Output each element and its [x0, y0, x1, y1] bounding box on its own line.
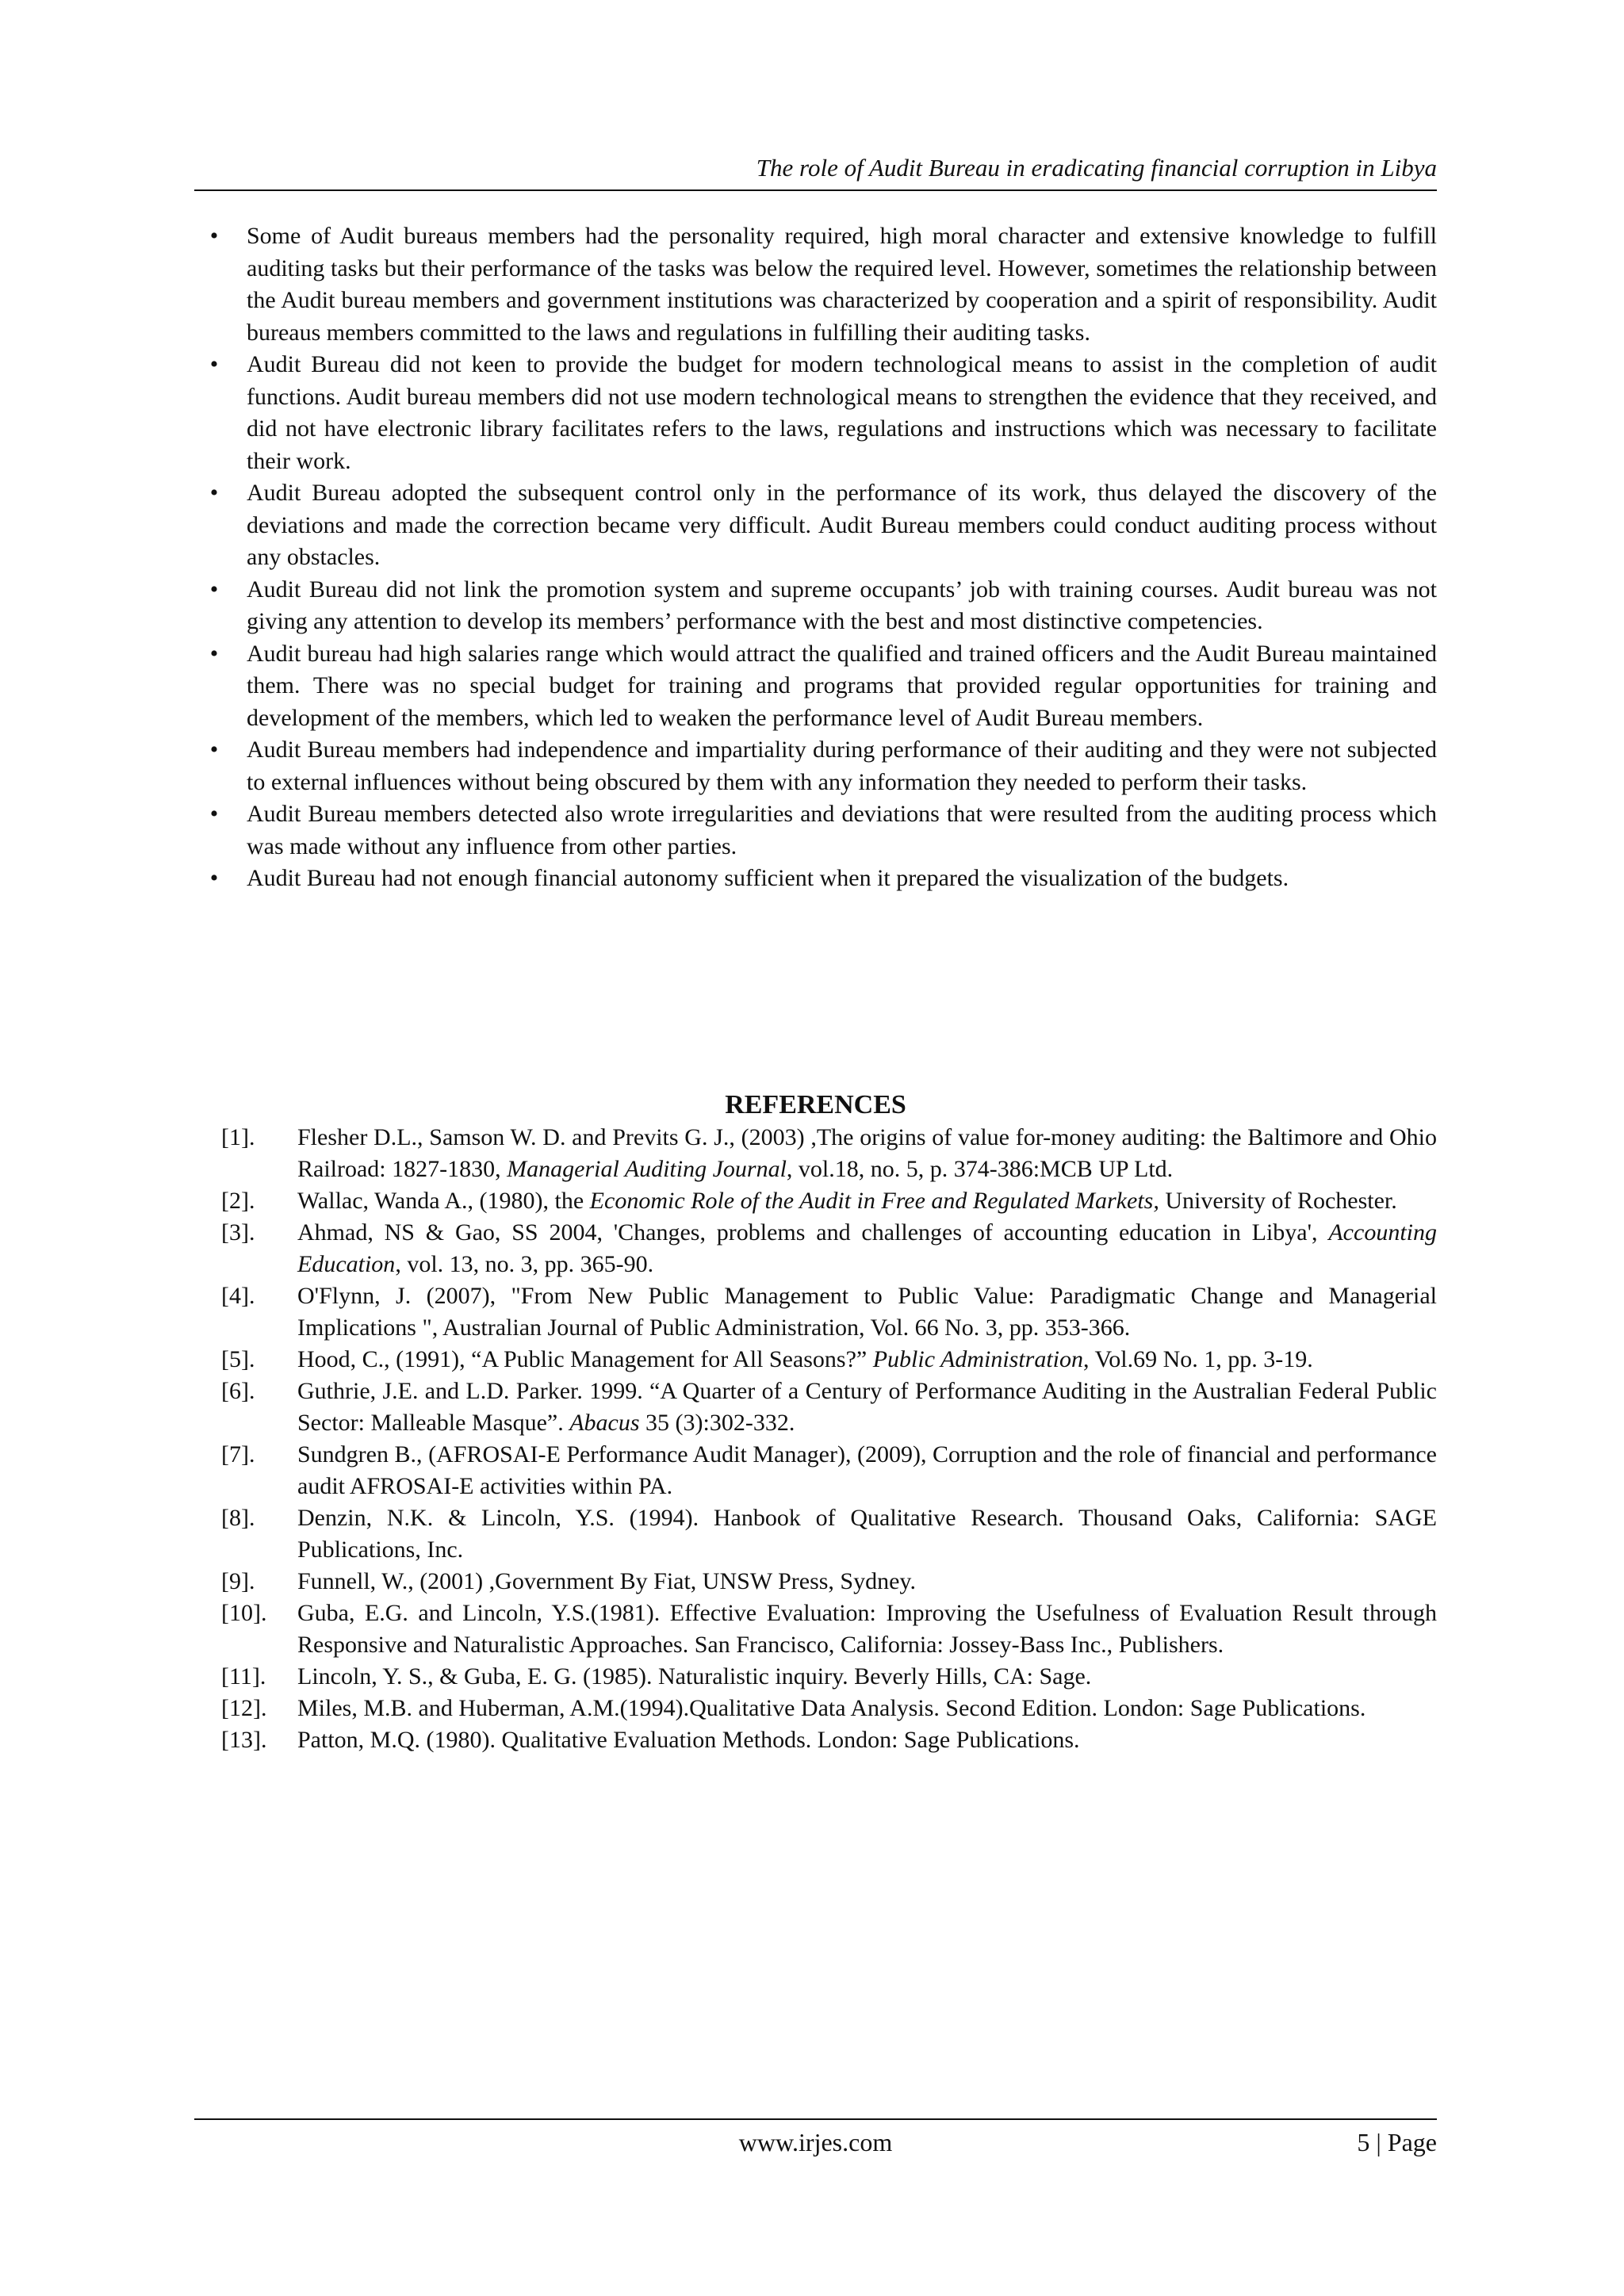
bullet-item: [194, 349, 1437, 477]
reference-number: [13].: [221, 1727, 267, 1753]
reference-text: O'Flynn, J. (2007), "From New Public Management to Public Value: Paradigmatic Change and Managerial Implications ", Australian Journal of Public Administration, Vol. 66 No. 3, pp. 353-366.: [297, 1283, 1437, 1341]
reference-item: [194, 1185, 1437, 1217]
findings-bullet-list: [194, 220, 1437, 895]
reference-item: [194, 1566, 1437, 1598]
bullet-icon: •: [209, 640, 219, 667]
bullet-icon: •: [209, 223, 219, 249]
reference-number: [2].: [221, 1188, 255, 1214]
reference-journal: Managerial Auditing Journal: [507, 1156, 787, 1182]
reference-item: [194, 1376, 1437, 1439]
reference-journal: Public Administration: [872, 1346, 1084, 1372]
reference-text: Sundgren B., (AFROSAI-E Performance Audit Manager), (2009), Corruption and the role of financial and performance audit AFROSAI-E activities within PA.: [297, 1441, 1437, 1499]
reference-text-tail: 35 (3):302-332.: [639, 1410, 795, 1436]
bullet-text: Audit Bureau did not keen to provide the budget for modern technological means to assist in the completion of audit functions. Audit bureau members did not use modern technological means to strengthen the evidence that they received, and did not have electronic library facilitates refers to the laws, regulations and instructions which was necessary to facilitate their work.: [247, 351, 1437, 474]
reference-item: [194, 1122, 1437, 1185]
header-rule: [194, 189, 1437, 191]
references-heading: REFERENCES: [725, 1090, 906, 1119]
reference-number: [7].: [221, 1441, 255, 1468]
bullet-item: [194, 220, 1437, 349]
reference-text: Flesher D.L., Samson W. D. and Previts G. J., (2003) ,The origins of value for-money auditing: the Baltimore and Ohio Railroad: 1827-1830,: [297, 1124, 1437, 1182]
bullet-text: Some of Audit bureaus members had the personality required, high moral character and extensive knowledge to fulfill auditing tasks but their performance of the tasks was below the required level. However, sometimes the relationship between the Audit bureau members and government institutions was characterized by cooperation and a spirit of responsibility. Audit bureaus members committed to the laws and regulations in fulfilling their auditing tasks.: [247, 223, 1437, 346]
reference-item: [194, 1724, 1437, 1756]
reference-journal: Accounting Education: [297, 1219, 1437, 1277]
bullet-text: Audit bureau had high salaries range which would attract the qualified and trained officers and the Audit Bureau maintained them. There was no special budget for training and programs that provided regular opportunities for training and development of the members, which led to weaken the performance level of Audit Bureau members.: [247, 640, 1437, 731]
body-text: [194, 220, 1437, 895]
reference-text-tail: , Vol.69 No. 1, pp. 3-19.: [1083, 1346, 1313, 1372]
bullet-icon: •: [209, 865, 219, 891]
reference-number: [3].: [221, 1219, 255, 1246]
bullet-item: [194, 638, 1437, 735]
reference-item: [194, 1661, 1437, 1693]
reference-number: [4].: [221, 1283, 255, 1309]
bullet-icon: •: [209, 801, 219, 827]
reference-text: Ahmad, NS & Gao, SS 2004, 'Changes, problems and challenges of accounting education in Libya',: [297, 1219, 1329, 1246]
reference-item: [194, 1217, 1437, 1280]
reference-item: [194, 1344, 1437, 1376]
bullet-text: Audit Bureau did not link the promotion system and supreme occupants’ job with training courses. Audit bureau was not giving any attention to develop its members’ performance with the best and most distinctive competencies.: [247, 576, 1437, 634]
reference-text-tail: University of Rochester.: [1159, 1188, 1397, 1214]
footer-page-number: 5 | Page: [1357, 2128, 1437, 2156]
reference-number: [10].: [221, 1600, 267, 1626]
reference-item: [194, 1598, 1437, 1661]
bullet-icon: •: [209, 576, 219, 603]
bullet-text: Audit Bureau adopted the subsequent control only in the performance of its work, thus delayed the discovery of the deviations and made the correction became very difficult. Audit Bureau members could conduct auditing process without any obstacles.: [247, 480, 1437, 570]
bullet-icon: •: [209, 737, 219, 763]
bullet-text: Audit Bureau members detected also wrote irregularities and deviations that were resulted from the auditing process which was made without any influence from other parties.: [247, 801, 1437, 859]
reference-text: Lincoln, Y. S., & Guba, E. G. (1985). Naturalistic inquiry. Beverly Hills, CA: Sage.: [297, 1663, 1092, 1689]
bullet-text: Audit Bureau members had independence and impartiality during performance of their auditing and they were not subjected to external influences without being obscured by them with any information they needed to perform their tasks.: [247, 737, 1437, 795]
references-list: [194, 1122, 1437, 1756]
reference-number: [12].: [221, 1695, 267, 1721]
reference-number: [8].: [221, 1505, 255, 1531]
reference-text: Patton, M.Q. (1980). Qualitative Evaluation Methods. London: Sage Publications.: [297, 1727, 1080, 1753]
bullet-item: [194, 798, 1437, 863]
reference-number: [1].: [221, 1124, 255, 1150]
bullet-item: [194, 863, 1437, 895]
footer-website-link[interactable]: www.irjes.com: [738, 2128, 893, 2156]
reference-item: [194, 1280, 1437, 1344]
reference-number: [9].: [221, 1568, 255, 1594]
reference-text: Miles, M.B. and Huberman, A.M.(1994).Qualitative Data Analysis. Second Edition. London: Sage Publications.: [297, 1695, 1366, 1721]
reference-text: Hood, C., (1991), “A Public Management for All Seasons?”: [297, 1346, 873, 1372]
reference-text-tail: , vol.18, no. 5, p. 374-386:MCB UP Ltd.: [786, 1156, 1174, 1182]
reference-text-tail: , vol. 13, no. 3, pp. 365-90.: [395, 1251, 654, 1277]
reference-text: Guba, E.G. and Lincoln, Y.S.(1981). Effective Evaluation: Improving the Usefulness of Evaluation Result through Responsive and Naturalistic Approaches. San Francisco, California: Jossey-Bass Inc., Publishers.: [297, 1600, 1437, 1658]
reference-item: [194, 1693, 1437, 1724]
bullet-item: [194, 734, 1437, 798]
reference-item: [194, 1439, 1437, 1502]
reference-number: [5].: [221, 1346, 255, 1372]
reference-item: [194, 1502, 1437, 1566]
footer-rule: [194, 2118, 1437, 2120]
reference-text: Wallac, Wanda A., (1980), the: [297, 1188, 590, 1214]
reference-text: Guthrie, J.E. and L.D. Parker. 1999. “A Quarter of a Century of Performance Auditing in the Australian Federal Public Sector: Malleable Masque”.: [297, 1378, 1437, 1436]
reference-journal: Abacus: [569, 1410, 640, 1436]
bullet-icon: •: [209, 480, 219, 506]
bullet-icon: •: [209, 351, 219, 377]
reference-number: [11].: [221, 1663, 266, 1689]
reference-text: Denzin, N.K. & Lincoln, Y.S. (1994). Hanbook of Qualitative Research. Thousand Oaks, California: SAGE Publications, Inc.: [297, 1505, 1437, 1563]
reference-number: [6].: [221, 1378, 255, 1404]
reference-text: Funnell, W., (2001) ,Government By Fiat, UNSW Press, Sydney.: [297, 1568, 916, 1594]
bullet-text: Audit Bureau had not enough financial autonomy sufficient when it prepared the visualization of the budgets.: [247, 865, 1289, 891]
running-header: The role of Audit Bureau in eradicating financial corruption in Libya: [756, 154, 1437, 182]
bullet-item: [194, 477, 1437, 574]
reference-journal: Economic Role of the Audit in Free and Regulated Markets,: [589, 1188, 1159, 1214]
bullet-item: [194, 574, 1437, 638]
